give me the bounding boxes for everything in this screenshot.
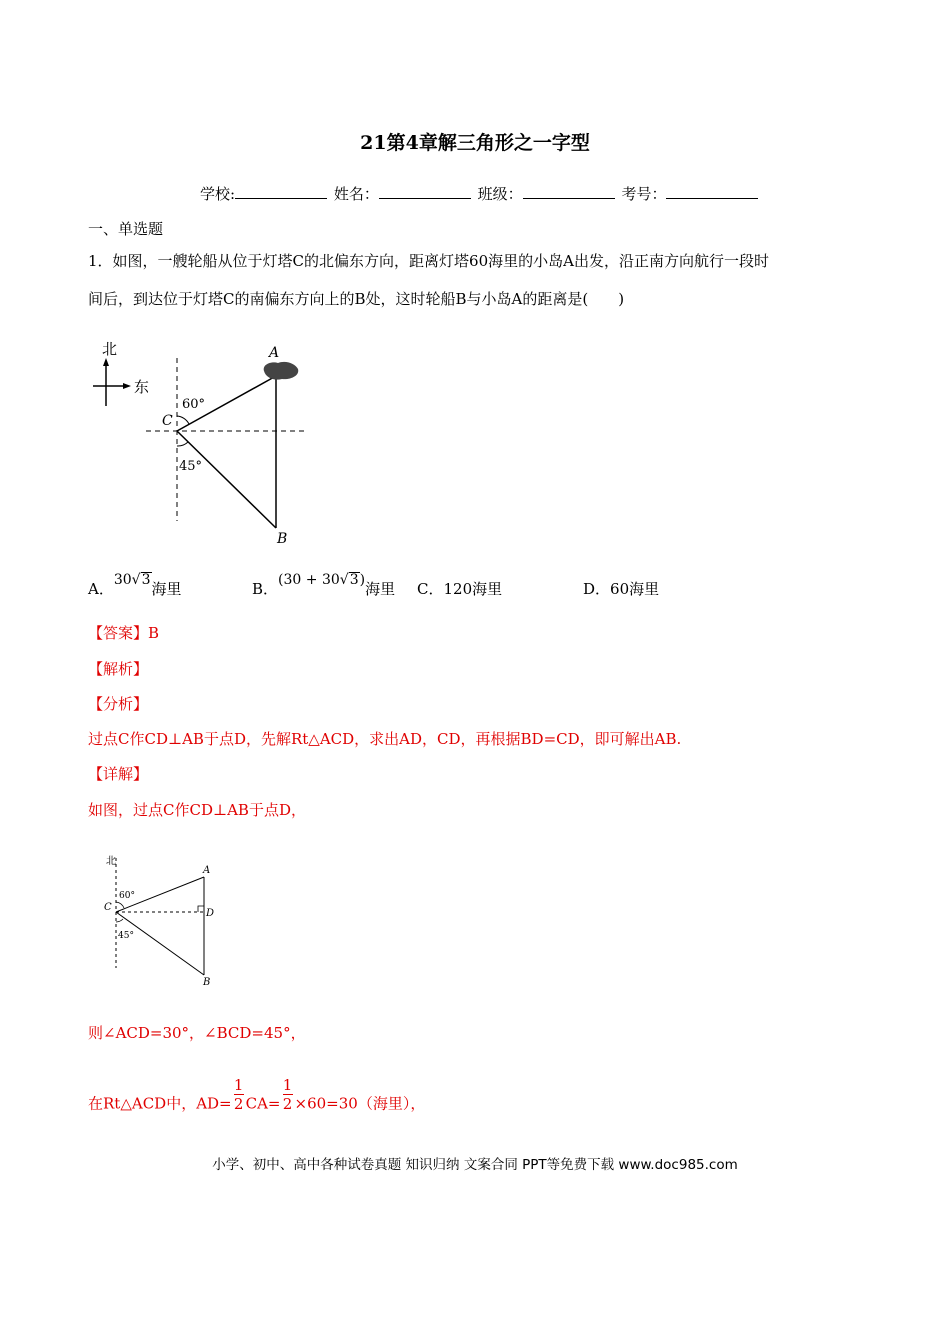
fig2-point-a-label: A: [203, 865, 211, 876]
fraction-half-1: [234, 1076, 244, 1113]
option-a-coef: 30: [113, 572, 132, 588]
compass-east-label: 东: [134, 378, 150, 396]
question-line-2: 间后，到达位于灯塔C的南偏东方向上的B处，这时轮船B与小岛A的距离是( ): [88, 290, 625, 308]
option-b-math: (30 + 30√3): [278, 572, 366, 588]
student-info-line: [200, 183, 760, 204]
fig2-point-b-label: B: [203, 977, 211, 988]
step-2-text: [88, 1076, 426, 1123]
angle-arc-bottom: [177, 442, 188, 446]
fenxi-text: 过点C作CD⊥AB于点D，先解Rt△ACD，求出AD，CD，再根据BD=CD，即可解出AB.: [88, 730, 682, 748]
option-a: [88, 572, 182, 599]
page-footer: 小学、初中、高中各种试卷真题 知识归纳 文案合同 PPT等免费下载 www.doc985.com: [212, 1157, 738, 1173]
option-b-open: (30 + 30: [278, 572, 340, 588]
answer-line: 【答案】B: [88, 624, 160, 642]
fig2-angle-arc-bottom: [116, 919, 123, 922]
east-arrow-icon: [123, 383, 131, 389]
fig2-angle-45-label: 45°: [118, 931, 134, 941]
compass-north-label: 北: [102, 340, 118, 358]
segment-cb: [177, 431, 276, 528]
angle-60-label: 60°: [182, 397, 206, 412]
fraction-2-denominator: 2: [282, 1095, 293, 1113]
fig2-north-label: 北: [106, 856, 116, 867]
point-a-label: A: [269, 345, 280, 361]
fig2-point-d-label: D: [206, 908, 215, 919]
analysis-heading: 【解析】: [88, 660, 149, 678]
step-2-mid: CA=: [245, 1094, 281, 1113]
question-line-1: 1．如图，一艘轮船从位于灯塔C的北偏东方向，距离灯塔60海里的小岛A出发，沿正南方向航行一段时: [88, 252, 769, 270]
exam-no-label: 考号：: [621, 185, 667, 203]
step-2-prefix: 在Rt△ACD中，AD=: [88, 1094, 232, 1113]
option-d: D．60海里: [583, 580, 660, 598]
section-heading: 一、单选题: [88, 220, 164, 238]
fig2-point-c-label: C: [104, 902, 112, 913]
angle-arc-top: [177, 416, 189, 424]
right-angle-mark: [198, 906, 204, 912]
option-c: C．120海里: [417, 580, 503, 598]
step-2-tail: ×60=30（海里），: [294, 1094, 426, 1113]
fraction-1-denominator: 2: [233, 1095, 244, 1113]
point-b-label: B: [277, 531, 288, 547]
class-blank: [523, 185, 615, 199]
detail-text: 如图，过点C作CD⊥AB于点D，: [88, 801, 306, 819]
option-a-radicand: 3: [141, 572, 151, 588]
fig2-segment-cb: [116, 912, 204, 975]
page-title: 21第4章解三角形之一字型: [360, 132, 590, 154]
school-blank: [235, 185, 327, 199]
point-c-label: C: [162, 413, 173, 429]
figure-2-diagram: [100, 850, 240, 990]
fig2-angle-arc-top: [116, 902, 124, 908]
fraction-2-numerator: 1: [282, 1076, 293, 1094]
option-b: [252, 572, 396, 599]
fenxi-heading: 【分析】: [88, 695, 149, 713]
north-arrow-icon: [103, 358, 109, 366]
island-shape: [264, 362, 299, 380]
fraction-half-2: [283, 1076, 293, 1113]
option-b-label: B．: [252, 580, 279, 598]
fraction-1-numerator: 1: [233, 1076, 244, 1094]
detail-heading: 【详解】: [88, 765, 149, 783]
step-1-text: 则∠ACD=30°，∠BCD=45°，: [88, 1024, 306, 1042]
option-b-radicand: 3: [349, 572, 359, 588]
angle-45-label: 45°: [179, 459, 203, 474]
option-b-close: ): [359, 572, 366, 588]
class-label: 班级：: [477, 185, 523, 203]
option-a-unit: 海里: [151, 580, 182, 598]
option-b-unit: 海里: [365, 580, 396, 598]
name-label: 姓名：: [333, 185, 379, 203]
school-label: 学校:: [200, 185, 236, 203]
option-a-math: 30√3: [113, 572, 151, 588]
option-a-label: A．: [88, 580, 114, 598]
name-blank: [379, 185, 471, 199]
exam-no-blank: [666, 185, 758, 199]
figure-1-diagram: [88, 336, 328, 551]
fig2-angle-60-label: 60°: [119, 891, 135, 901]
